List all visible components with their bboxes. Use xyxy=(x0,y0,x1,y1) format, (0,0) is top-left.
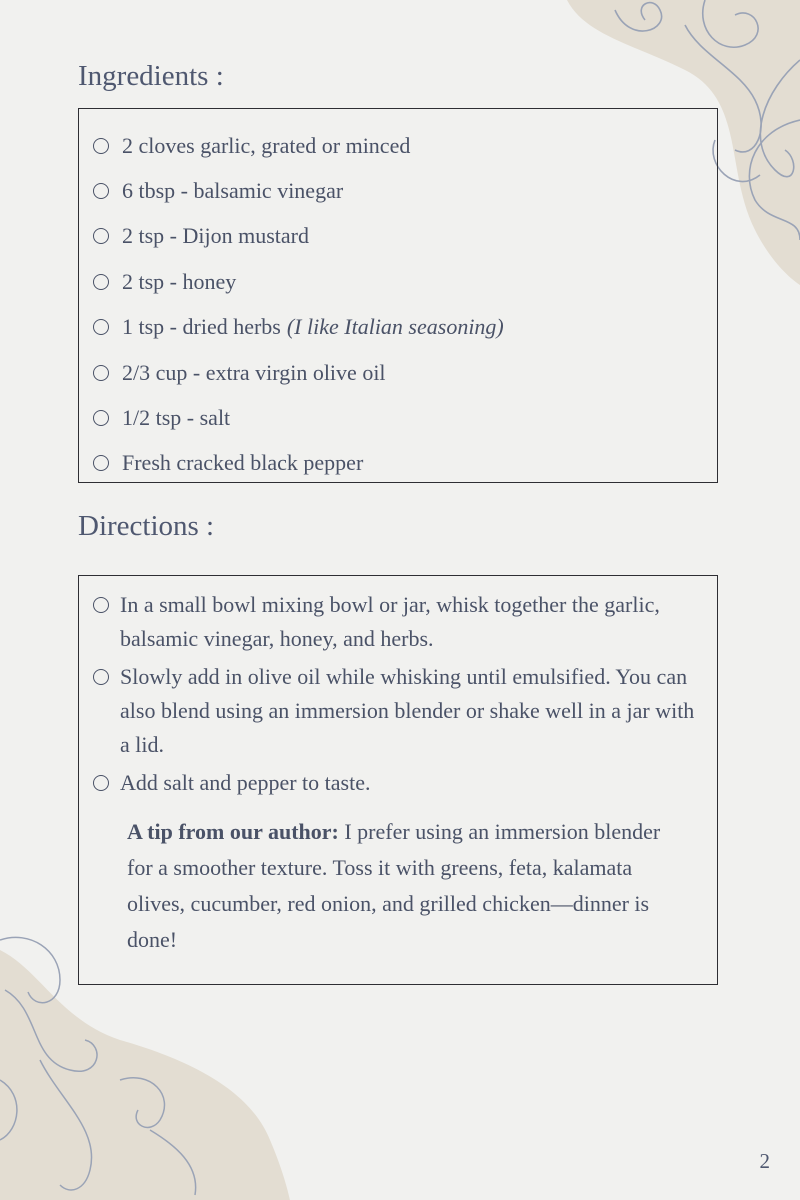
ingredient-item xyxy=(93,395,717,440)
direction-step xyxy=(93,588,717,656)
ingredient-text: 2/3 cup - extra virgin olive oil xyxy=(122,359,386,385)
ingredient-text: 2 tsp - Dijon mustard xyxy=(122,223,309,249)
ingredient-text: Fresh cracked black pepper xyxy=(122,450,364,476)
checkbox-circle-icon[interactable] xyxy=(93,138,109,154)
directions-box xyxy=(78,575,718,985)
tip-text: I prefer using an immersion blender for a smoother texture. Toss it with greens, feta, kalamata olives, cucumber, red onion, and grilled chicken—dinner is done! xyxy=(127,819,661,952)
checkbox-circle-icon[interactable] xyxy=(93,228,109,244)
author-tip xyxy=(127,814,687,958)
direction-text: In a small bowl mixing bowl or jar, whisk together the garlic, balsamic vinegar, honey, and herbs. xyxy=(120,592,660,651)
checkbox-circle-icon[interactable] xyxy=(93,455,109,471)
ingredient-item xyxy=(93,214,717,259)
checkbox-circle-icon[interactable] xyxy=(93,365,109,381)
ingredient-text: 1 tsp - dried herbs xyxy=(122,314,281,340)
direction-text: Add salt and pepper to taste. xyxy=(120,770,371,795)
ingredient-item xyxy=(93,305,717,350)
ingredient-note: (I like Italian seasoning) xyxy=(286,314,504,340)
ingredient-text: 2 cloves garlic, grated or minced xyxy=(122,132,411,158)
ingredient-item xyxy=(93,123,717,168)
direction-step xyxy=(93,766,717,800)
ingredient-text: 1/2 tsp - salt xyxy=(122,405,231,431)
page-number: 2 xyxy=(759,1149,770,1173)
tip-label: A tip from our author: xyxy=(127,819,339,844)
checkbox-circle-icon[interactable] xyxy=(93,597,109,613)
directions-list xyxy=(79,576,717,800)
checkbox-circle-icon[interactable] xyxy=(93,274,109,290)
checkbox-circle-icon[interactable] xyxy=(93,775,109,791)
directions-title: Directions : xyxy=(78,510,215,542)
ingredient-item xyxy=(93,259,717,304)
ingredient-item xyxy=(93,168,717,213)
ingredients-title: Ingredients : xyxy=(78,60,224,92)
ingredient-text: 2 tsp - honey xyxy=(122,268,237,294)
ingredient-item xyxy=(93,350,717,395)
checkbox-circle-icon[interactable] xyxy=(93,319,109,335)
checkbox-circle-icon[interactable] xyxy=(93,410,109,426)
direction-step xyxy=(93,660,717,762)
ingredient-item xyxy=(93,441,717,486)
direction-text: Slowly add in olive oil while whisking until emulsified. You can also blend using an immersion blender or shake well in a jar with a lid. xyxy=(120,664,695,757)
ingredients-list xyxy=(79,109,717,486)
ingredient-text: 6 tbsp - balsamic vinegar xyxy=(122,178,344,204)
ingredients-box xyxy=(78,108,718,483)
checkbox-circle-icon[interactable] xyxy=(93,669,109,685)
checkbox-circle-icon[interactable] xyxy=(93,183,109,199)
